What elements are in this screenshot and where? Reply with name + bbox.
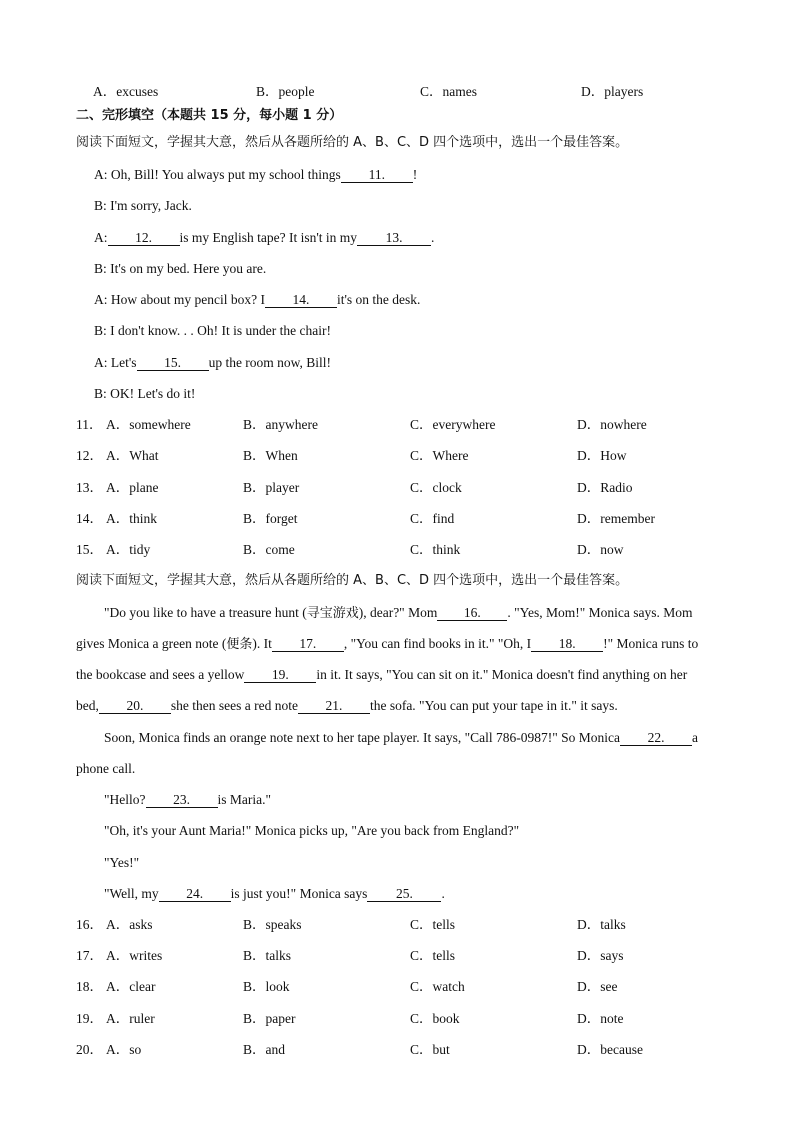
passage-text: .	[441, 886, 445, 901]
passage-text: !" Monica runs to	[603, 636, 699, 651]
dialog-line-5	[94, 291, 420, 309]
dialog-line-6: B: I don't know. . . Oh! It is under the chair!	[94, 323, 332, 338]
question-option: B．talks	[243, 948, 292, 963]
passage-line-3	[76, 666, 687, 684]
passage-instruction: 阅读下面短文，学握其大意，然后从各题所给的 A、B、C、D 四个选项中，选出一个最佳答案。	[76, 573, 629, 588]
question-option: C．find	[410, 511, 455, 526]
question-option: D．How	[577, 448, 627, 463]
dialog-line-7	[94, 354, 331, 372]
passage-text: she then sees a red note	[170, 698, 298, 713]
passage-text: ). It	[252, 636, 272, 651]
question-option: B．and	[243, 1042, 285, 1057]
question-option: D．note	[577, 1011, 624, 1026]
blank-15: 15.	[137, 355, 209, 371]
dialog-line-3	[94, 229, 434, 247]
q10-option-a: A．excuses	[93, 84, 159, 99]
question-option: C．tells	[410, 917, 456, 932]
question-option: D．nowhere	[577, 417, 647, 432]
dialog-line-8: B: OK! Let's do it!	[94, 386, 196, 401]
blank-19: 19.	[244, 667, 316, 683]
blank-21: 21.	[298, 698, 370, 714]
question-option: A．writes	[106, 948, 163, 963]
question-option: C．tells	[410, 948, 456, 963]
blank-20: 20.	[99, 698, 171, 714]
question-number: 16．	[76, 917, 103, 932]
passage-line-1	[104, 604, 693, 623]
blank-13: 13.	[357, 230, 431, 246]
passage-text: ), dear?" Mom	[358, 605, 438, 620]
passage-text: gives Monica a green note (	[76, 636, 227, 651]
blank-12: 12.	[108, 230, 180, 246]
blank-24: 24.	[159, 886, 231, 902]
question-option: A．somewhere	[106, 417, 191, 432]
blank-11: 11.	[341, 167, 413, 183]
question-option: A．asks	[106, 917, 153, 932]
question-option: A．think	[106, 511, 158, 526]
question-number: 18．	[76, 979, 103, 994]
passage-text: . "Yes, Mom!" Monica says. Mom	[507, 605, 693, 620]
question-option: B．come	[243, 542, 295, 557]
blank-16: 16.	[437, 605, 507, 621]
passage-text: is just you!" Monica says	[230, 886, 368, 901]
passage-text: 便条	[226, 637, 253, 652]
passage-line-7	[104, 791, 271, 809]
blank-17: 17.	[272, 636, 344, 652]
question-number: 17．	[76, 948, 103, 963]
dialog-line-2: B: I'm sorry, Jack.	[94, 198, 192, 213]
question-option: D．because	[577, 1042, 643, 1057]
section-title: 二、完形填空（本题共 15 分，每小题 1 分）	[76, 108, 343, 123]
question-number: 19．	[76, 1011, 103, 1026]
question-option: D．says	[577, 948, 624, 963]
blank-18: 18.	[531, 636, 603, 652]
question-option: A．tidy	[106, 542, 151, 557]
question-option: C．clock	[410, 480, 462, 495]
passage-line-4	[76, 697, 618, 715]
question-number: 13．	[76, 480, 103, 495]
question-option: A．ruler	[106, 1011, 155, 1026]
passage-text: "Well, my	[104, 886, 159, 901]
question-number: 14．	[76, 511, 103, 526]
passage-text: the sofa. "You can put your tape in it." it says.	[369, 698, 618, 713]
passage-text: "Hello?	[104, 792, 146, 807]
q10-option-c: C．names	[420, 84, 477, 99]
question-number: 15．	[76, 542, 103, 557]
blank-22: 22.	[620, 730, 692, 746]
question-option: B．forget	[243, 511, 298, 526]
passage-text: the bookcase and sees a yellow	[76, 667, 245, 682]
dialog-text: .	[431, 230, 435, 245]
dialog-text: it's on the desk.	[336, 292, 421, 307]
question-option: D．Radio	[577, 480, 633, 495]
question-option: A．What	[106, 448, 159, 463]
passage-text: Soon, Monica finds an orange note next to her tape player. It says, "Call 786-0987!" So Monica	[104, 730, 621, 745]
dialog-line-4: B: It's on my bed. Here you are.	[94, 261, 267, 276]
question-option: B．When	[243, 448, 298, 463]
question-option: B．speaks	[243, 917, 302, 932]
dialog-text: A: Oh, Bill! You always put my school things	[94, 167, 341, 182]
passage-line-8: "Oh, it's your Aunt Maria!" Monica picks up, "Are you back from England?"	[104, 823, 520, 838]
question-option: A．clear	[106, 979, 156, 994]
passage-text: "Do you like to have a treasure hunt (	[104, 605, 307, 620]
question-option: D．now	[577, 542, 624, 557]
q10-option-b: B．people	[256, 84, 315, 99]
passage-text: is Maria."	[217, 792, 271, 807]
passage-text: in it. It says, "You can sit on it." Monica doesn't find anything on her	[316, 667, 688, 682]
passage-text: bed,	[76, 698, 99, 713]
question-option: D．see	[577, 979, 618, 994]
question-option: C．but	[410, 1042, 450, 1057]
question-number: 11．	[76, 417, 103, 432]
dialog-line-1	[94, 166, 417, 184]
passage-line-6: phone call.	[76, 761, 136, 776]
question-option: A．plane	[106, 480, 159, 495]
question-option: C．book	[410, 1011, 460, 1026]
dialog-text: up the room now, Bill!	[208, 355, 332, 370]
passage-line-5	[104, 729, 698, 747]
dialog-text: is my English tape? It isn't in my	[179, 230, 358, 245]
question-option: B．paper	[243, 1011, 296, 1026]
question-option: C．watch	[410, 979, 465, 994]
dialog-text: A: How about my pencil box? I	[94, 292, 265, 307]
question-number: 12．	[76, 448, 103, 463]
blank-14: 14.	[265, 292, 337, 308]
passage-line-9: "Yes!"	[104, 855, 140, 870]
question-option: B．look	[243, 979, 290, 994]
dialog-text: !	[412, 167, 418, 182]
question-option: C．think	[410, 542, 461, 557]
blank-25: 25.	[367, 886, 441, 902]
question-option: C．Where	[410, 448, 469, 463]
passage-text: a	[692, 730, 699, 745]
question-option: B．player	[243, 480, 300, 495]
section-instruction: 阅读下面短文，学握其大意，然后从各题所给的 A、B、C、D 四个选项中，选出一个最佳答案。	[76, 135, 629, 150]
blank-23: 23.	[146, 792, 218, 808]
passage-text: , "You can find books in it." "Oh, I	[343, 636, 532, 651]
q10-option-d: D．players	[581, 84, 644, 99]
passage-text: 寻宝游戏	[306, 606, 359, 621]
dialog-text: A:	[94, 230, 108, 245]
question-option: A．so	[106, 1042, 142, 1057]
question-option: D．talks	[577, 917, 626, 932]
question-option: B．anywhere	[243, 417, 318, 432]
question-option: C．everywhere	[410, 417, 496, 432]
question-option: D．remember	[577, 511, 655, 526]
passage-line-10	[104, 885, 445, 903]
dialog-text: A: Let's	[94, 355, 137, 370]
passage-line-2	[76, 635, 698, 654]
question-number: 20．	[76, 1042, 103, 1057]
